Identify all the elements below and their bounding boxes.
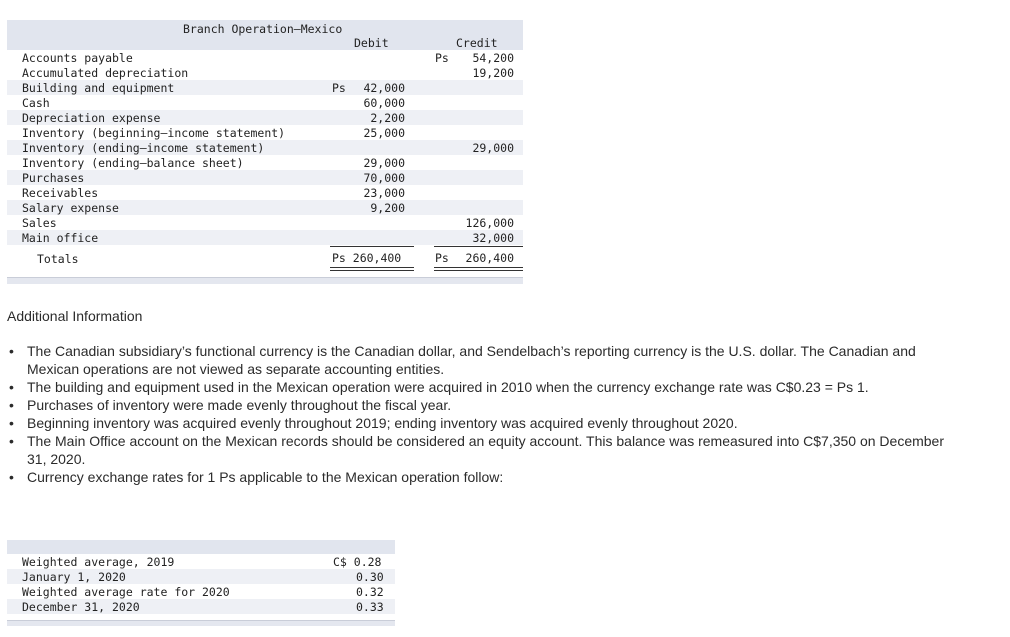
credit-double-rule [434,267,523,268]
info-item: • The Canadian subsidiary’s functional currency is the Canadian dollar, and Sendelbach’s reporting currency is the U.S. dollar. The Canadian and Mexican operations are not viewed as separate accounting entities. [7,342,967,378]
currency-label: Ps [332,81,346,95]
debit-value: 29,000 [363,156,405,170]
debit-double-rule [330,267,414,268]
table-title: Branch Operation—Mexico [183,22,343,36]
account-name: Inventory (ending—balance sheet) [22,156,244,170]
rate-label: Weighted average, 2019 [22,555,175,569]
totals-debit: Ps 260,400 [332,251,402,265]
exchange-rates-table [7,540,395,626]
rate-label: December 31, 2020 [22,600,140,614]
debit-value: 23,000 [363,186,405,200]
credit-value: 29,000 [472,141,514,155]
credit-header: Credit [456,36,498,50]
debit-value: 25,000 [363,126,405,140]
rate-value: 0.30 [356,570,384,584]
account-name: Accounts payable [22,51,133,65]
currency-label: Ps [435,51,449,65]
account-name: Main office [22,231,99,245]
account-name: Inventory (beginning—income statement) [22,126,286,140]
info-item: • Currency exchange rates for 1 Ps applicable to the Mexican operation follow: [7,468,967,486]
rate-label: January 1, 2020 [22,570,126,584]
rate-label: Weighted average rate for 2020 [22,585,230,599]
rate-value: C$ 0.28 [333,555,382,569]
credit-value: 32,000 [472,231,514,245]
debit-value: 9,200 [370,201,405,215]
account-name: Depreciation expense [22,111,161,125]
credit-value: 126,000 [465,216,514,230]
debit-value: 70,000 [363,171,405,185]
totals-credit: 260,400 [465,251,514,265]
credit-total-rule [434,246,523,247]
credit-value: 19,200 [472,66,514,80]
info-item: • Beginning inventory was acquired evenly throughout 2019; ending inventory was acquired evenly throughout 2020. [7,414,967,432]
table-header-band [7,540,395,554]
account-name: Cash [22,96,50,110]
additional-info-list [7,342,967,486]
account-name: Purchases [22,171,85,185]
rate-value: 0.32 [356,585,384,599]
additional-info-title: Additional Information [7,308,143,324]
debit-total-rule [330,246,414,247]
row-band [7,170,523,185]
table-footer-band [7,277,523,284]
trial-balance-table [7,20,523,285]
info-item: • The Main Office account on the Mexican records should be considered an equity account. This balance was remeasured into C$7,350 on December 31, 2020. [7,432,967,468]
debit-double-rule [330,270,414,271]
rate-value: 0.33 [356,600,384,614]
account-name: Sales [22,216,57,230]
account-name: Inventory (ending—income statement) [22,141,265,155]
info-item: • The building and equipment used in the Mexican operation were acquired in 2010 when the currency exchange rate was C$0.23 = Ps 1. [7,378,967,396]
table-footer-band [7,620,395,626]
account-name: Accumulated depreciation [22,66,189,80]
credit-double-rule [434,270,523,271]
debit-value: 42,000 [363,81,405,95]
debit-value: 60,000 [363,96,405,110]
info-item: • Purchases of inventory were made evenly throughout the fiscal year. [7,396,967,414]
account-name: Receivables [22,186,99,200]
credit-value: 54,200 [472,51,514,65]
debit-header: Debit [354,36,389,50]
totals-label: Totals [37,252,79,266]
account-name: Building and equipment [22,81,175,95]
currency-label: Ps [435,251,449,265]
debit-value: 2,200 [370,111,405,125]
account-name: Salary expense [22,201,119,215]
